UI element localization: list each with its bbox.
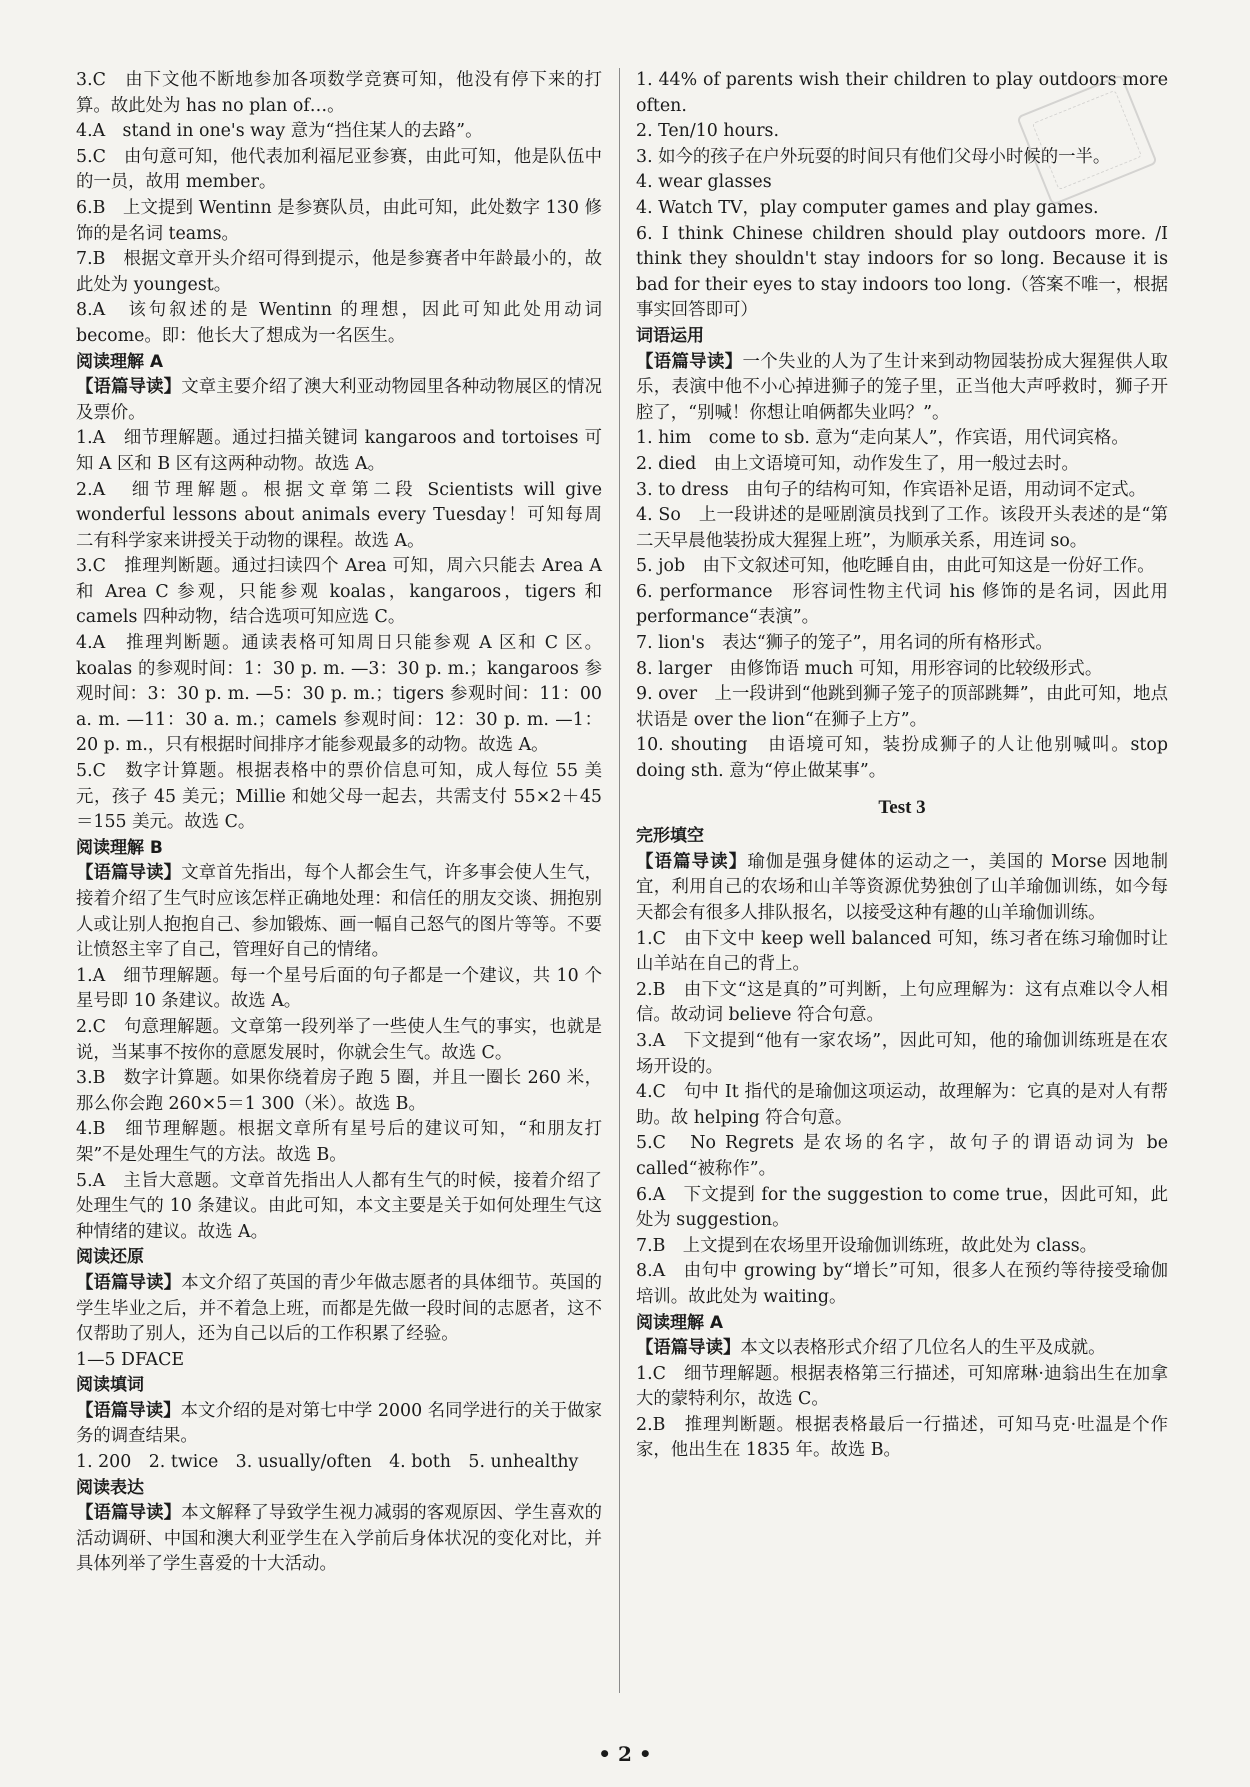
section-header: 完形填空	[636, 826, 704, 847]
guide-paragraph	[636, 1336, 1168, 1362]
guide-paragraph	[76, 1271, 602, 1348]
answer-item: 2.B 推理判断题。根据表格最后一行描述，可知马克·吐温是个作家，他出生在 1835 年。故选 B。	[636, 1414, 1168, 1461]
guide-text: 一个失业的人为了生计来到动物园装扮成大猩猩供人取乐，表演中他不小心掉进狮子的笼子里，正当他大声呼救时，狮子开腔了，“别喊！你想让咱俩都失业吗？”。	[636, 351, 1168, 423]
guide-tag: 【语篇导读】	[76, 863, 182, 884]
answer-item: 6.A 下文提到 for the suggestion to come true，因此可知，此处为 suggestion。	[636, 1184, 1168, 1231]
section-header: 阅读理解 B	[76, 837, 163, 858]
guide-paragraph	[636, 350, 1168, 427]
answer-item: 2. Ten/10 hours.	[636, 121, 780, 142]
section-header: 阅读还原	[76, 1247, 144, 1268]
answer-item: 1. 44% of parents wish their children to play outdoors more often.	[636, 70, 1168, 116]
answer-item: 3. to dress 由句子的结构可知，作宾语补足语，用动词不定式。	[636, 479, 1147, 500]
guide-text: 文章首先指出，每个人都会生气，许多事会使人生气，接着介绍了生气时应该怎样正确地处理：和信任的朋友交谈、拥抱别人或让别人抱抱自己、参加锻炼、画一幅自己怒气的图片等等。不要让愤怒主宰了自己，管理好自己的情绪。	[76, 863, 602, 961]
answer-item: 3. 如今的孩子在户外玩耍的时间只有他们父母小时候的一半。	[636, 146, 1111, 167]
answer-item: 1.C 由下文中 keep well balanced 可知，练习者在练习瑜伽时让山羊站在自己的背上。	[636, 928, 1168, 975]
answer-item: 2.C 句意理解题。文章第一段列举了一些使人生气的事实，也就是说，当某事不按你的意愿发展时，你就会生气。故选 C。	[76, 1016, 602, 1063]
answer-item: 8.A 该句叙述的是 Wentinn 的理想，因此可知此处用动词 become。即：他长大了想成为一名医生。	[76, 300, 602, 346]
answer-item: 4. So 上一段讲述的是哑剧演员找到了工作。该段开头表述的是“第二天早晨他装扮成大猩猩上班”，为顺承关系，用连词 so。	[636, 505, 1168, 551]
answer-item: 7.B 根据文章开头介绍可得到提示，他是参赛者中年龄最小的，故此处为 youngest。	[76, 249, 602, 295]
guide-paragraph	[76, 1501, 602, 1578]
answer-item: 5.C 由句意可知，他代表加利福尼亚参赛，由此可知，他是队伍中的一员，故用 member。	[76, 146, 602, 193]
test-title: Test 3	[878, 796, 926, 818]
guide-tag: 【语篇导读】	[76, 377, 182, 398]
answer-item: 2.A 细节理解题。根据文章第二段 Scientists will give wonderful lessons about animals every Tuesday！可知每周二有科学家来讲授关于动物的课程。故选 A。	[76, 479, 602, 551]
answer-item: 1.C 细节理解题。根据表格第三行描述，可知席琳·迪翁出生在加拿大的蒙特利尔，故选 C。	[636, 1363, 1168, 1410]
guide-text: 本文介绍了英国的青少年做志愿者的具体细节。英国的学生毕业之后，并不着急上班，而都是先做一段时间的志愿者，这不仅帮助了别人，还为自己以后的工作积累了经验。	[76, 1272, 602, 1345]
column-divider	[619, 68, 620, 1693]
answer-line: 1—5 DFACE	[76, 1349, 185, 1370]
guide-text: 本文以表格形式介绍了几位名人的生平及成就。	[740, 1338, 1106, 1359]
answer-item: 3.B 数字计算题。如果你绕着房子跑 5 圈，并且一圈长 260 米，那么你会跑 260×5＝1 300（米）。故选 B。	[76, 1068, 602, 1114]
section-header: 阅读理解 A	[76, 351, 164, 372]
answer-item: 7. lion's 表达“狮子的笼子”，用名词的所有格形式。	[636, 633, 1053, 654]
answer-item: 4.A stand in one's way 意为“挡住某人的去路”。	[76, 121, 483, 142]
answer-item: 1. him come to sb. 意为“走向某人”，作宾语，用代词宾格。	[636, 428, 1129, 449]
answer-item: 8.A 由句中 growing by“增长”可知，很多人在预约等待接受瑜伽培训。故此处为 waiting。	[636, 1261, 1168, 1307]
page-number: • 2 •	[598, 1742, 652, 1766]
guide-text: 文章主要介绍了澳大利亚动物园里各种动物展区的情况及票价。	[76, 377, 602, 423]
section-header: 阅读表达	[76, 1477, 144, 1498]
guide-paragraph	[76, 861, 602, 963]
guide-paragraph	[76, 375, 602, 426]
section-header: 词语运用	[636, 325, 704, 346]
answer-item: 4. Watch TV，play computer games and play games.	[636, 197, 1099, 218]
section-header: 阅读填词	[76, 1375, 144, 1396]
guide-text: 本文解释了导致学生视力减弱的客观原因、学生喜欢的活动调研、中国和澳大利亚学生在入学前后身体状况的变化对比，并具体列举了学生喜爱的十大活动。	[76, 1503, 602, 1575]
guide-tag: 【语篇导读】	[636, 1338, 741, 1359]
answer-item: 4.C 句中 It 指代的是瑜伽这项运动，故理解为：它真的是对人有帮助。故 helping 符合句意。	[636, 1082, 1168, 1128]
guide-paragraph	[636, 850, 1168, 927]
answer-item: 6.B 上文提到 Wentinn 是参赛队员，由此可知，此处数字 130 修饰的是名词 teams。	[76, 197, 602, 244]
answer-item: 4. wear glasses	[636, 172, 772, 193]
answer-line: 1. 200 2. twice 3. usually/often 4. both 5. unhealthy	[76, 1452, 579, 1473]
guide-tag: 【语篇导读】	[76, 1400, 181, 1421]
guide-tag: 【语篇导读】	[76, 1272, 182, 1293]
answer-item: 6. performance 形容词性物主代词 his 修饰的是名词，因此用 performance“表演”。	[636, 581, 1168, 628]
answer-item: 3.C 由下文他不断地参加各项数学竞赛可知，他没有停下来的打算。故此处为 has no plan of…。	[76, 70, 602, 116]
guide-tag: 【语篇导读】	[636, 851, 748, 872]
right-column	[636, 68, 1168, 1464]
left-column	[76, 68, 602, 1578]
answer-item: 5. job 由下文叙述可知，他吃睡自由，由此可知这是一份好工作。	[636, 556, 1155, 577]
guide-text: 瑜伽是强身健体的运动之一，美国的 Morse 因地制宜，利用自己的农场和山羊等资源优势独创了山羊瑜伽训练，如今每天都会有很多人排队报名，以接受这种有趣的山羊瑜伽训练。	[636, 851, 1168, 923]
answer-item: 4.B 细节理解题。根据文章所有星号后的建议可知，“和朋友打架”不是处理生气的方法。故选 B。	[76, 1119, 602, 1165]
answer-item: 5.C No Regrets 是农场的名字，故句子的谓语动词为 be called“被称作”。	[636, 1133, 1168, 1179]
answer-item: 7.B 上文提到在农场里开设瑜伽训练班，故此处为 class。	[636, 1235, 1098, 1256]
answer-item: 1.A 细节理解题。每一个星号后面的句子都是一个建议，共 10 个星号即 10 条建议。故选 A。	[76, 965, 602, 1012]
guide-paragraph	[76, 1399, 602, 1450]
answer-item: 8. larger 由修饰语 much 可知，用形容词的比较级形式。	[636, 658, 1103, 679]
answer-item: 10. shouting 由语境可知，装扮成狮子的人让他别喊叫。stop doing sth. 意为“停止做某事”。	[636, 735, 1168, 782]
answer-item: 3.A 下文提到“他有一家农场”，因此可知，他的瑜伽训练班是在农场开设的。	[636, 1030, 1168, 1077]
section-header: 阅读理解 A	[636, 1312, 724, 1333]
answer-item: 5.A 主旨大意题。文章首先指出人人都有生气的时候，接着介绍了处理生气的 10 条建议。由此可知，本文主要是关于如何处理生气这种情绪的建议。故选 A。	[76, 1170, 602, 1242]
answer-item: 1.A 细节理解题。通过扫描关键词 kangaroos and tortoises 可知 A 区和 B 区有这两种动物。故选 A。	[76, 428, 602, 474]
guide-tag: 【语篇导读】	[636, 351, 743, 372]
guide-tag: 【语篇导读】	[76, 1503, 182, 1524]
answer-item: 3.C 推理判断题。通过扫读四个 Area 可知，周六只能去 Area A 和 Area C 参观，只能参观 koalas，kangaroos，tigers 和 camels 四种动物，结合选项可知应选 C。	[76, 556, 602, 628]
guide-text: 本文介绍的是对第七中学 2000 名同学进行的关于做家务的调查结果。	[76, 1400, 602, 1447]
answer-item: 2.B 由下文“这是真的”可判断，上句应理解为：这有点难以令人相信。故动词 believe 符合句意。	[636, 979, 1168, 1026]
answer-item: 4.A 推理判断题。通读表格可知周日只能参观 A 区和 C 区。koalas 的参观时间：1：30 p. m. —3：30 p. m.；kangaroos 参观时间：3：30 p. m. —5：30 p. m.；tigers 参观时间：11：00 a. m. —11：30 a. m.；camels 参观时间：12：30 p. m. —1：20 p. m.，只有根据时间排序才能参观最多的动物。故选 A。	[76, 633, 602, 756]
answer-item: 6. I think Chinese children should play outdoors more. /I think they shouldn't stay indoors for so long. Because it is bad for their eyes to stay indoors too long.（答案不唯一，根据事实回答即可）	[636, 223, 1168, 321]
answer-item: 2. died 由上文语境可知，动作发生了，用一般过去时。	[636, 453, 1079, 474]
answer-item: 9. over 上一段讲到“他跳到狮子笼子的顶部跳舞”，由此可知，地点状语是 over the lion“在狮子上方”。	[636, 684, 1168, 730]
answer-item: 5.C 数字计算题。根据表格中的票价信息可知，成人每位 55 美元，孩子 45 美元；Millie 和她父母一起去，共需支付 55×2＋45＝155 美元。故选 C。	[76, 761, 602, 833]
